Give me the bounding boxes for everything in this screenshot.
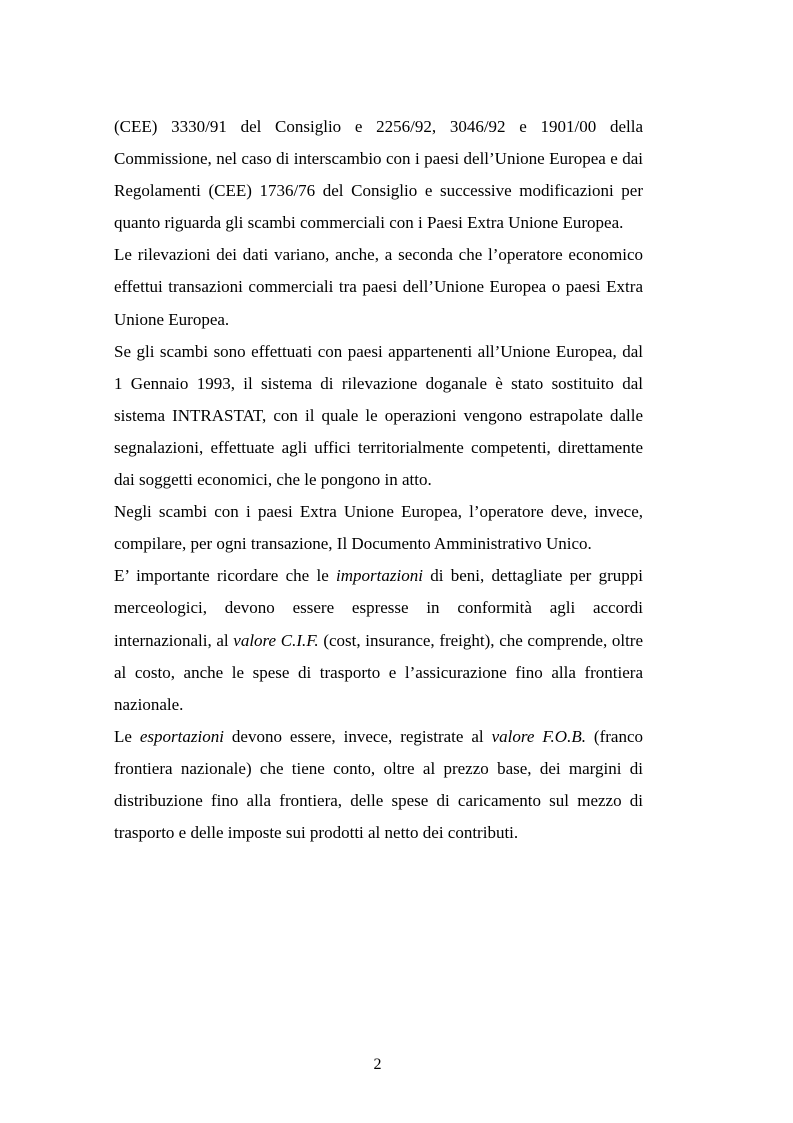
- paragraph-5-text-c: (cost, insurance, freight), che comprende, oltre al costo, anche le spese di trasporto e l’assicurazione fino alla frontiera nazionale.: [114, 630, 644, 714]
- paragraph-4-text: Negli scambi con i paesi Extra Unione Europea, l’operatore deve, invece, compilare, per ogni transazione, Il Documento Amministrativo Unico.: [114, 502, 643, 554]
- paragraph-6-italic-valore-fob: valore F.O.B.: [491, 726, 586, 746]
- paragraph-6: [114, 721, 643, 849]
- paragraph-6-text-b: devono essere, invece, registrate al: [223, 726, 492, 746]
- page-number: 2: [373, 1056, 382, 1073]
- paragraph-5-italic-valore-cif: valore C.I.F.: [233, 630, 319, 650]
- document-body: [114, 111, 643, 849]
- paragraph-3-text: Se gli scambi sono effettuati con paesi appartenenti all’Unione Europea, dal 1 Gennaio 1993, il sistema di rilevazione doganale è stato sostituito dal sistema INTRASTAT, con il quale le operazioni vengono estrapolate dalle segnalazioni, effettuate agli uffici territorialmente competenti, direttamente dai soggetti economici, che le pongono in atto.: [114, 341, 643, 490]
- paragraph-5-text-a: E’ importante ricordare che le: [114, 566, 337, 586]
- paragraph-4: [114, 496, 643, 560]
- paragraph-5: [114, 560, 643, 720]
- paragraph-1-text: (CEE) 3330/91 del Consiglio e 2256/92, 3046/92 e 1901/00 della Commissione, nel caso di interscambio con i paesi dell’Unione Europea e dai Regolamenti (CEE) 1736/76 del Consiglio e successive modificazioni per quanto riguarda gli scambi commerciali con i Paesi Extra Unione Europea.: [114, 117, 643, 233]
- paragraph-3: [114, 336, 643, 496]
- paragraph-6-italic-esportazioni: esportazioni: [139, 726, 224, 746]
- paragraph-2: [114, 239, 643, 335]
- paragraph-5-text-b: di beni, dettagliate per gruppi merceologici, devono essere espresse in conformità agli accordi internazionali, al: [114, 566, 643, 650]
- paragraph-2-text: Le rilevazioni dei dati variano, anche, a seconda che l’operatore economico effettui transazioni commerciali tra paesi dell’Unione Europea o paesi Extra Unione Europea.: [114, 245, 643, 329]
- paragraph-6-text-c: (franco frontiera nazionale) che tiene conto, oltre al prezzo base, dei margini di distribuzione fino alla frontiera, delle spese di caricamento sul mezzo di trasporto e delle imposte sui prodotti al netto dei contributi.: [114, 726, 643, 843]
- paragraph-5-italic-importazioni: importazioni: [336, 566, 423, 586]
- paragraph-6-text-a: Le: [114, 726, 140, 746]
- paragraph-1: [114, 111, 643, 239]
